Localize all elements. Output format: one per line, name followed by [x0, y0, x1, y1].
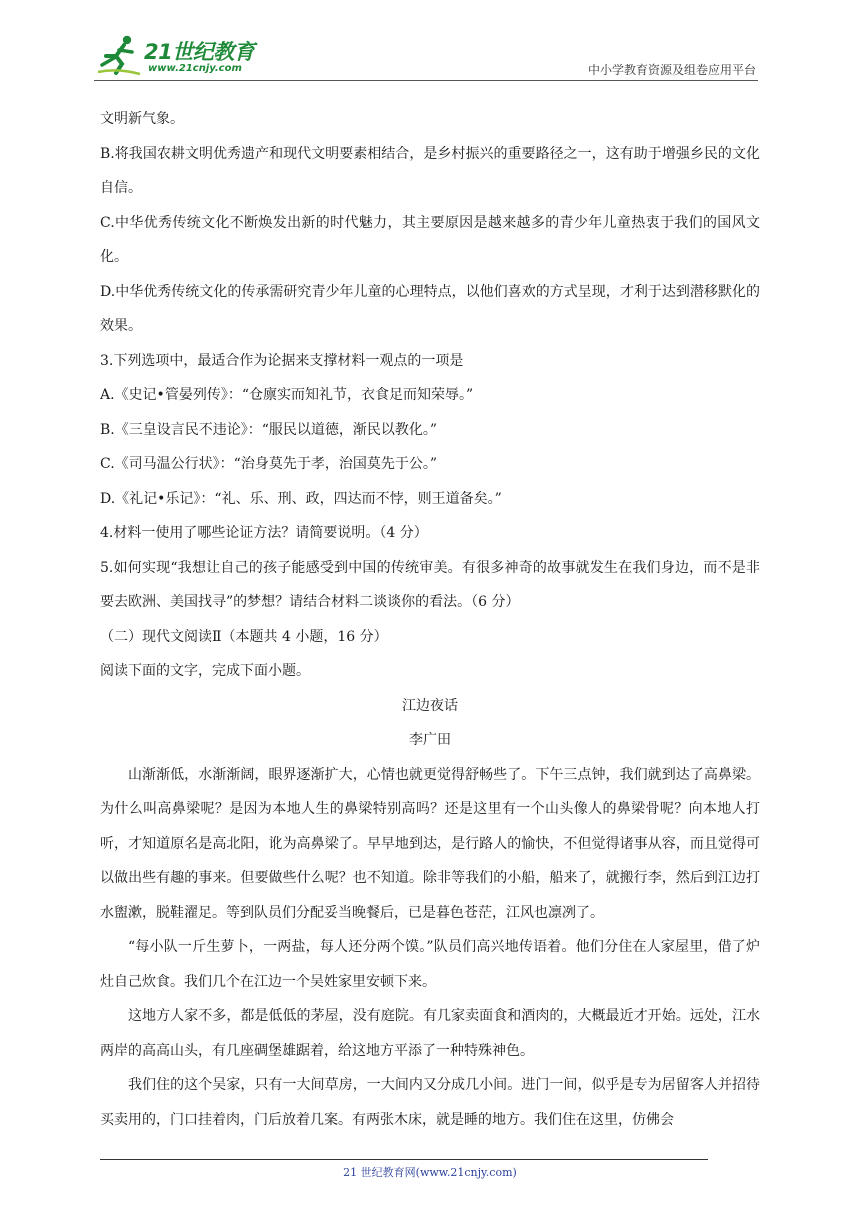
paragraph: “每小队一斤生萝卜，一两盐，每人还分两个馍。”队员们高兴地传语着。他们分住在人家屋里，借了炉灶自己炊食。我们几个在江边一个吴姓家里安顿下来。: [100, 939, 760, 990]
paragraph: 4.材料一使用了哪些论证方法？请简要说明。（4 分）: [100, 525, 428, 541]
site-logo[interactable]: [94, 32, 264, 78]
paragraph: 这地方人家不多，都是低低的茅屋，没有庭院。有几家卖面食和酒肉的，大概最近才开始。远处，江水两岸的高高山头，有几座碉堡雄踞着，给这地方平添了一种特殊神色。: [100, 1008, 760, 1059]
paragraph: 5.如何实现“我想让自己的孩子能感受到中国的传统审美。有很多神奇的故事就发生在我们身边，而不是非要去欧洲、美国找寻”的梦想？请结合材料二谈谈你的看法。（6 分）: [100, 559, 760, 610]
document-body: [100, 102, 760, 1137]
paragraph: 阅读下面的文字，完成下面小题。: [100, 663, 310, 679]
logo-url: www.21cnjy.com: [148, 63, 242, 74]
logo-title: 21世纪教育: [144, 40, 255, 64]
footer-divider: [100, 1159, 708, 1160]
header-divider: [94, 80, 758, 81]
paragraph: B.将我国农耕文明优秀遗产和现代文明要素相结合，是乡村振兴的重要路径之一，这有助于增强乡民的文化自信。: [100, 145, 760, 196]
paragraph: 3.下列选项中，最适合作为论据来支撑材料一观点的一项是: [100, 352, 464, 369]
paragraph: （二）现代文阅读Ⅱ（本题共 4 小题，16 分）: [100, 628, 388, 645]
paragraph: 我们住的这个吴家，只有一大间草房，一大间内又分成几小间。进门一间，似乎是专为居留客人并招待买卖用的，门口挂着肉，门后放着几案。有两张木床，就是睡的地方。我们住在这里，仿佛会: [100, 1077, 760, 1128]
paragraph: D.中华优秀传统文化的传承需研究青少年儿童的心理特点，以他们喜欢的方式呈现，才利于达到潜移默化的效果。: [100, 283, 760, 334]
page-header: [94, 30, 758, 82]
platform-name: 中小学教育资源及组卷应用平台: [587, 63, 756, 77]
paragraph: A.《史记•管晏列传》：“仓廪实而知礼节，衣食足而知荣辱。”: [100, 387, 474, 403]
paragraph: 山渐渐低，水渐渐阔，眼界逐渐扩大，心情也就更觉得舒畅些了。下午三点钟，我们就到达了高鼻梁。为什么叫高鼻梁呢？是因为本地人生的鼻梁特别高吗？还是这里有一个山头像人的鼻梁骨呢？向本地人打听，才知道原名是高北阳，讹为高鼻梁了。早早地到达，是行路人的愉快，不但觉得诸事从容，而且觉得可以做出些有趣的事来。但要做些什么呢？也不知道。除非等我们的小船，船来了，就搬行李，然后到江边打水盥漱，脱鞋濯足。等到队员们分配妥当晚餐后，已是暮色苍茫，江风也凛冽了。: [100, 766, 760, 921]
footer-link[interactable]: 21 世纪教育网(www.21cnjy.com): [343, 1166, 517, 1179]
section-heading: 江边夜话: [402, 697, 458, 714]
paragraph: B.《三皇设言民不违论》：“服民以道德，渐民以教化。”: [100, 421, 438, 438]
paragraph: D.《礼记•乐记》：“礼、乐、刑、政，四达而不悖，则王道备矣。”: [100, 490, 502, 507]
paragraph: C.中华优秀传统文化不断焕发出新的时代魅力，其主要原因是越来越多的青少年儿童热衷于我们的国风文化。: [100, 214, 760, 265]
paragraph: 文明新气象。: [100, 111, 184, 127]
running-figure-icon: [94, 32, 144, 78]
paragraph: C.《司马温公行状》：“治身莫先于孝，治国莫先于公。”: [100, 456, 437, 472]
section-heading: 李广田: [409, 732, 451, 748]
